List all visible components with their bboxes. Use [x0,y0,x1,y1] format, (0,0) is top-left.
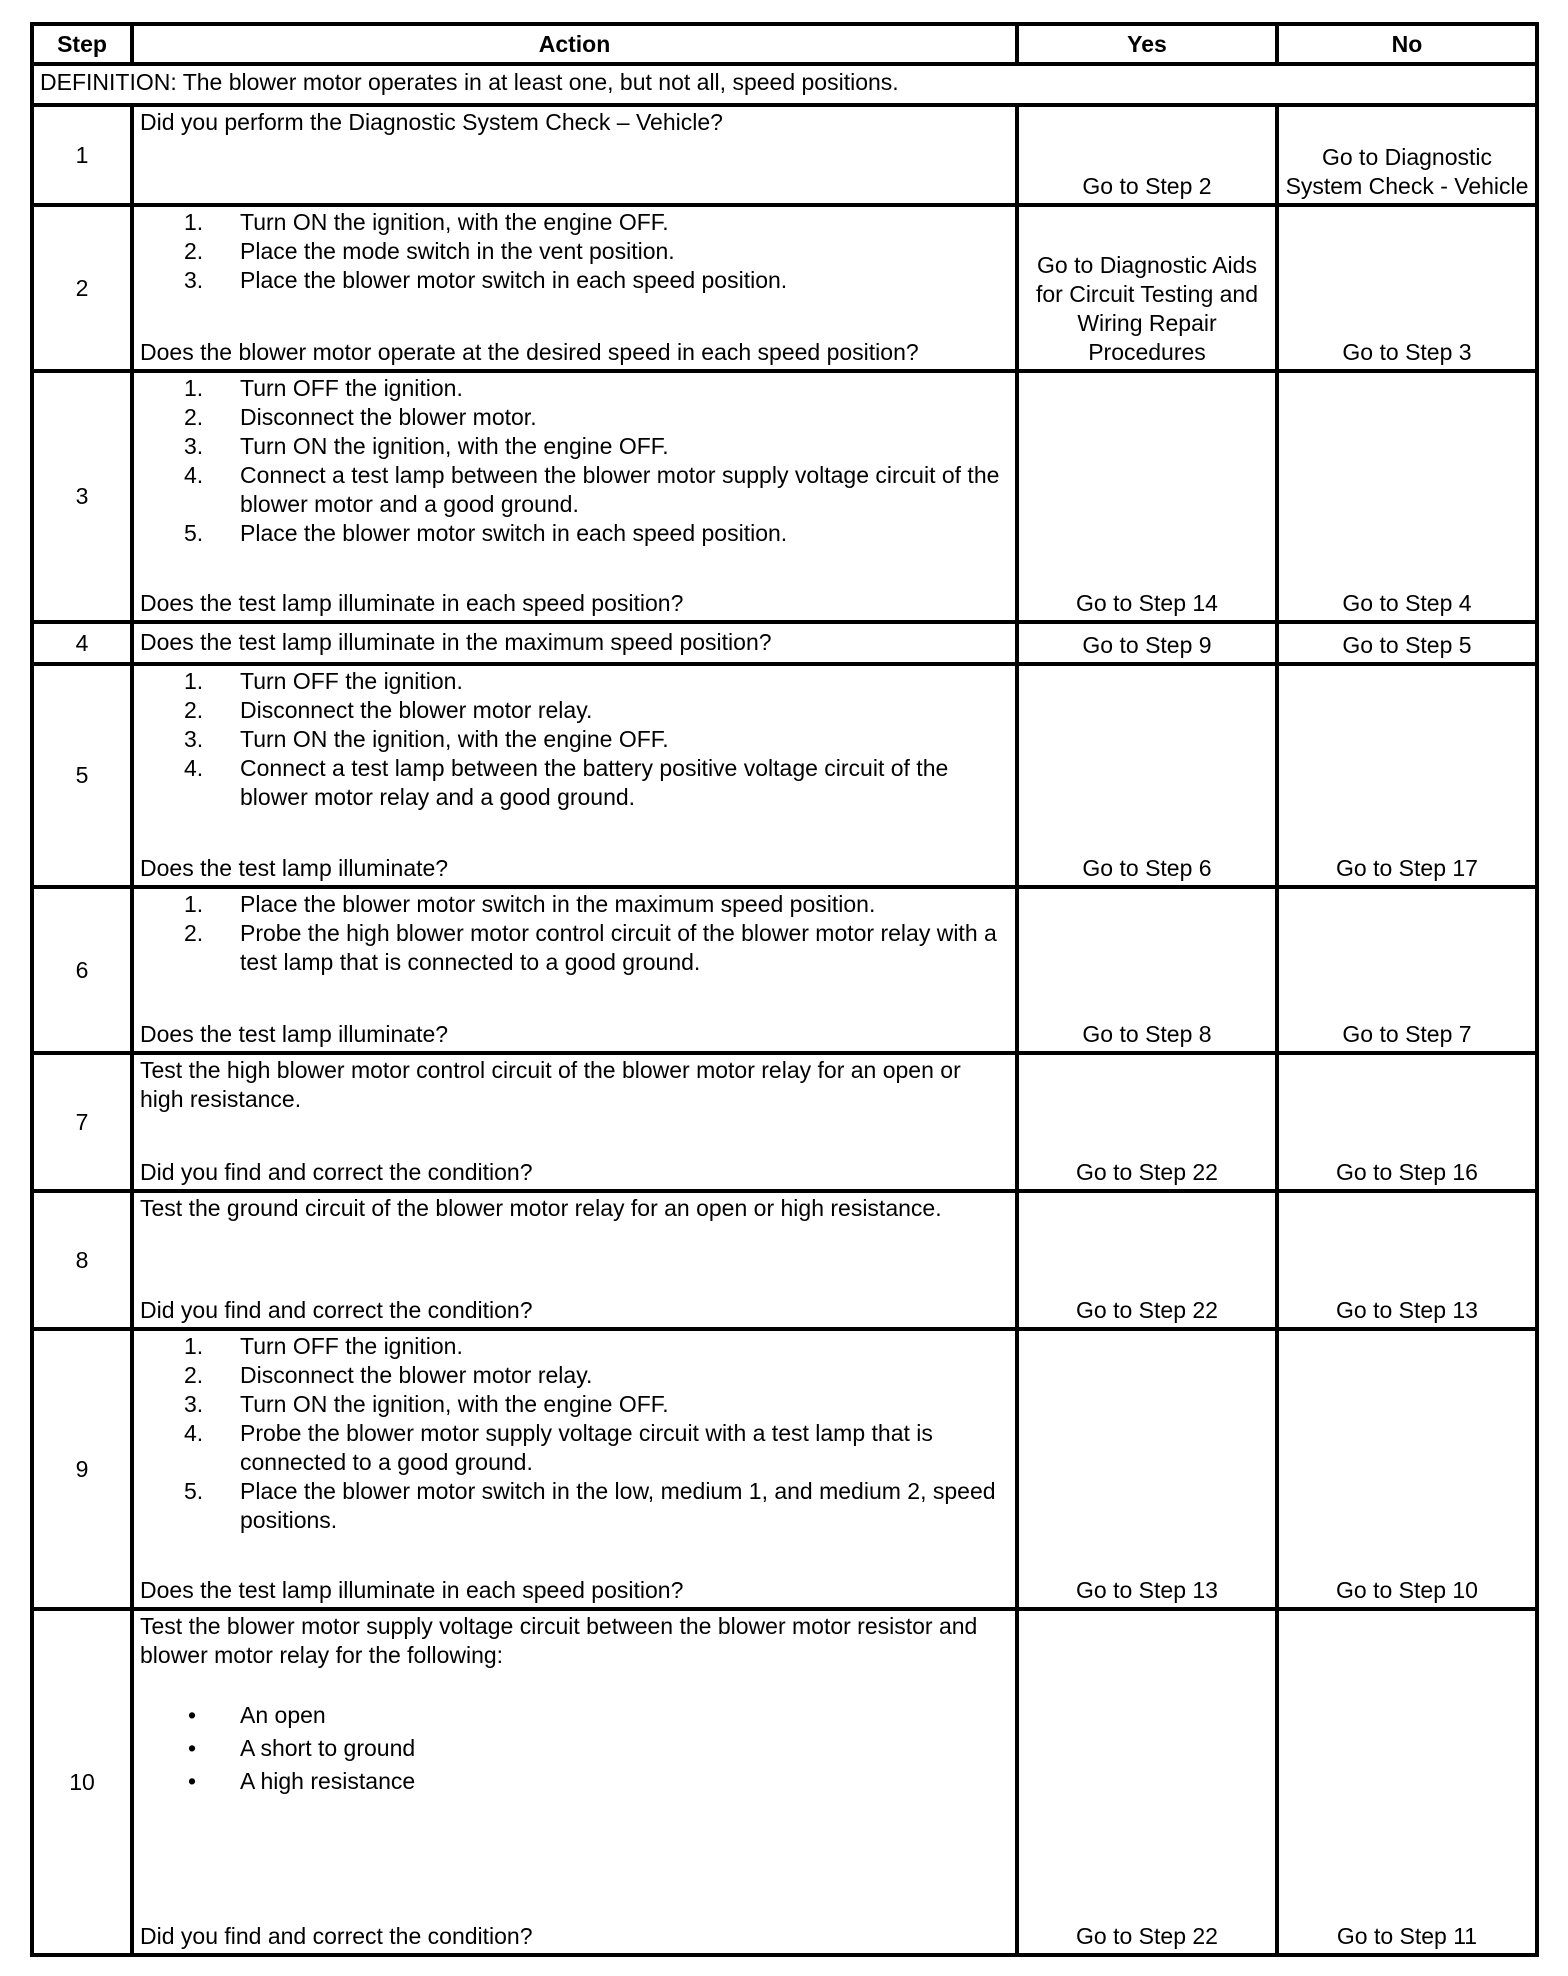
action-instructions [140,374,1009,548]
list-item [140,519,1009,548]
action-content [134,624,1015,662]
table-row [32,1329,1537,1609]
action-cell [132,622,1017,664]
list-item-number: 4. [184,755,204,781]
list-item [140,208,1009,237]
list-item [140,374,1009,403]
list-item-text: Disconnect the blower motor relay. [240,697,593,723]
list-item-number: 2. [184,1362,204,1388]
bullet-item [140,1699,1009,1732]
action-cell [132,371,1017,622]
action-content [134,107,1015,203]
list-item-number: 5. [184,520,204,546]
list-item [140,1390,1009,1419]
list-item-number: 2. [184,238,204,264]
action-question: Does the test lamp illuminate in the maximum speed position? [140,629,772,655]
action-question: Does the test lamp illuminate in each speed position? [140,1577,684,1603]
step-number: 10 [32,1609,132,1955]
definition-row [32,64,1537,105]
list-item [140,919,1009,977]
list-item-number: 3. [184,433,204,459]
action-instructions [140,1612,1009,1798]
diagnostic-table [30,22,1539,1957]
numbered-list [140,208,1009,295]
table-row [32,1053,1537,1191]
no-result: Go to Step 3 [1277,205,1537,371]
action-cell [132,1329,1017,1609]
yes-result: Go to Step 22 [1017,1191,1277,1329]
list-item-text: Turn OFF the ignition. [240,375,463,401]
list-item [140,1332,1009,1361]
no-result: Go to Step 10 [1277,1329,1537,1609]
action-instructions [140,1332,1009,1535]
action-content [134,1055,1015,1189]
step-number: 4 [32,622,132,664]
list-item-number: 4. [184,1420,204,1446]
list-item [140,696,1009,725]
bullet-icon: • [188,1768,197,1794]
action-text: Test the blower motor supply voltage circuit between the blower motor resistor and blower motor relay for the following: [140,1613,978,1668]
bullet-text: A short to ground [240,1735,416,1761]
table-row [32,887,1537,1053]
action-cell [132,1053,1017,1191]
list-item-text: Probe the blower motor supply voltage circuit with a test lamp that is connected to a good ground. [240,1420,933,1475]
list-item [140,432,1009,461]
list-item [140,403,1009,432]
list-item [140,1477,1009,1535]
definition-text: DEFINITION: The blower motor operates in at least one, but not all, speed positions. [32,64,1537,105]
action-instructions [140,667,1009,812]
action-question: Does the test lamp illuminate? [140,855,449,881]
list-item-number: 5. [184,1478,204,1504]
step-number: 6 [32,887,132,1053]
list-item-number: 2. [184,920,204,946]
list-item-text: Place the blower motor switch in the low, medium 1, and medium 2, speed positions. [240,1478,996,1533]
yes-result: Go to Step 8 [1017,887,1277,1053]
bullet-text: An open [240,1702,326,1728]
list-item-number: 1. [184,891,204,917]
action-cell [132,105,1017,205]
action-question: Did you find and correct the condition? [140,1297,533,1323]
list-item [140,667,1009,696]
no-result: Go to Step 5 [1277,622,1537,664]
list-item-text: Probe the high blower motor control circuit of the blower motor relay with a test lamp that is connected to a good ground. [240,920,997,975]
list-item-text: Place the mode switch in the vent position. [240,238,675,264]
table-row [32,1191,1537,1329]
table-row [32,622,1537,664]
table-row [32,205,1537,371]
list-item-text: Place the blower motor switch in each speed position. [240,267,788,293]
list-item-number: 1. [184,375,204,401]
numbered-list [140,890,1009,977]
list-item-text: Place the blower motor switch in the maximum speed position. [240,891,876,917]
action-instructions [140,890,1009,977]
list-item-text: Turn OFF the ignition. [240,1333,463,1359]
step-number: 2 [32,205,132,371]
list-item-text: Turn ON the ignition, with the engine OFF. [240,1391,669,1417]
table-row [32,371,1537,622]
yes-result: Go to Step 14 [1017,371,1277,622]
list-item-text: Turn ON the ignition, with the engine OFF. [240,433,669,459]
numbered-list [140,374,1009,548]
step-number: 8 [32,1191,132,1329]
yes-result: Go to Step 22 [1017,1053,1277,1191]
list-item [140,266,1009,295]
action-cell [132,205,1017,371]
bullet-item [140,1732,1009,1765]
action-cell [132,1191,1017,1329]
header-no: No [1277,24,1537,64]
table-row [32,1609,1537,1955]
list-item-text: Turn ON the ignition, with the engine OFF. [240,209,669,235]
action-question: Did you perform the Diagnostic System Check – Vehicle? [140,109,723,135]
list-item-number: 1. [184,668,204,694]
no-result: Go to Step 16 [1277,1053,1537,1191]
yes-result: Go to Step 6 [1017,664,1277,887]
action-question: Does the test lamp illuminate? [140,1021,449,1047]
action-instructions [140,1194,1009,1223]
action-cell [132,1609,1017,1955]
header-row [32,24,1537,64]
bullet-item [140,1765,1009,1798]
action-content [134,207,1015,369]
list-item [140,461,1009,519]
action-question: Did you find and correct the condition? [140,1923,533,1949]
action-question: Does the test lamp illuminate in each speed position? [140,590,684,616]
list-item [140,237,1009,266]
table-row [32,105,1537,205]
numbered-list [140,667,1009,812]
action-instructions [140,1056,1009,1114]
step-number: 1 [32,105,132,205]
list-item-number: 3. [184,1391,204,1417]
no-result: Go to Step 7 [1277,887,1537,1053]
list-item-text: Turn OFF the ignition. [240,668,463,694]
list-item-text: Disconnect the blower motor. [240,404,537,430]
no-result: Go to Step 11 [1277,1609,1537,1955]
list-item-text: Turn ON the ignition, with the engine OFF. [240,726,669,752]
header-action: Action [132,24,1017,64]
action-content [134,1193,1015,1327]
no-result: Go to Step 17 [1277,664,1537,887]
numbered-list [140,1332,1009,1535]
yes-result: Go to Step 2 [1017,105,1277,205]
action-text: Test the ground circuit of the blower motor relay for an open or high resistance. [140,1195,942,1221]
action-instructions [140,208,1009,295]
step-number: 3 [32,371,132,622]
list-item [140,754,1009,812]
no-result: Go to Step 4 [1277,371,1537,622]
yes-result: Go to Diagnostic Aids for Circuit Testing and Wiring Repair Procedures [1017,205,1277,371]
table-row [32,664,1537,887]
step-number: 9 [32,1329,132,1609]
action-content [134,666,1015,885]
action-content [134,373,1015,620]
yes-result: Go to Step 13 [1017,1329,1277,1609]
action-cell [132,887,1017,1053]
list-item-number: 3. [184,726,204,752]
action-text: Test the high blower motor control circuit of the blower motor relay for an open or high resistance. [140,1057,961,1112]
table-body [32,64,1537,1955]
action-content [134,1331,1015,1607]
yes-result: Go to Step 22 [1017,1609,1277,1955]
action-content [134,1611,1015,1953]
list-item-number: 4. [184,462,204,488]
list-item-number: 2. [184,697,204,723]
list-item-text: Disconnect the blower motor relay. [240,1362,593,1388]
no-result: Go to Step 13 [1277,1191,1537,1329]
list-item-number: 2. [184,404,204,430]
step-number: 7 [32,1053,132,1191]
list-item-number: 1. [184,1333,204,1359]
list-item [140,725,1009,754]
bullet-icon: • [188,1702,197,1728]
list-item [140,1361,1009,1390]
list-item-text: Place the blower motor switch in each speed position. [240,520,788,546]
action-question: Did you find and correct the condition? [140,1159,533,1185]
step-number: 5 [32,664,132,887]
header-yes: Yes [1017,24,1277,64]
no-result: Go to Diagnostic System Check - Vehicle [1277,105,1537,205]
list-item-text: Connect a test lamp between the blower motor supply voltage circuit of the blower motor and a good ground. [240,462,1000,517]
list-item-number: 1. [184,209,204,235]
yes-result: Go to Step 9 [1017,622,1277,664]
list-item-number: 3. [184,267,204,293]
header-step: Step [32,24,132,64]
list-item-text: Connect a test lamp between the battery positive voltage circuit of the blower motor relay and a good ground. [240,755,949,810]
action-question: Does the blower motor operate at the desired speed in each speed position? [140,339,919,365]
list-item [140,1419,1009,1477]
bullet-icon: • [188,1735,197,1761]
bullet-text: A high resistance [240,1768,416,1794]
action-cell [132,664,1017,887]
bullet-list [140,1699,1009,1798]
list-item [140,890,1009,919]
action-content [134,889,1015,1051]
